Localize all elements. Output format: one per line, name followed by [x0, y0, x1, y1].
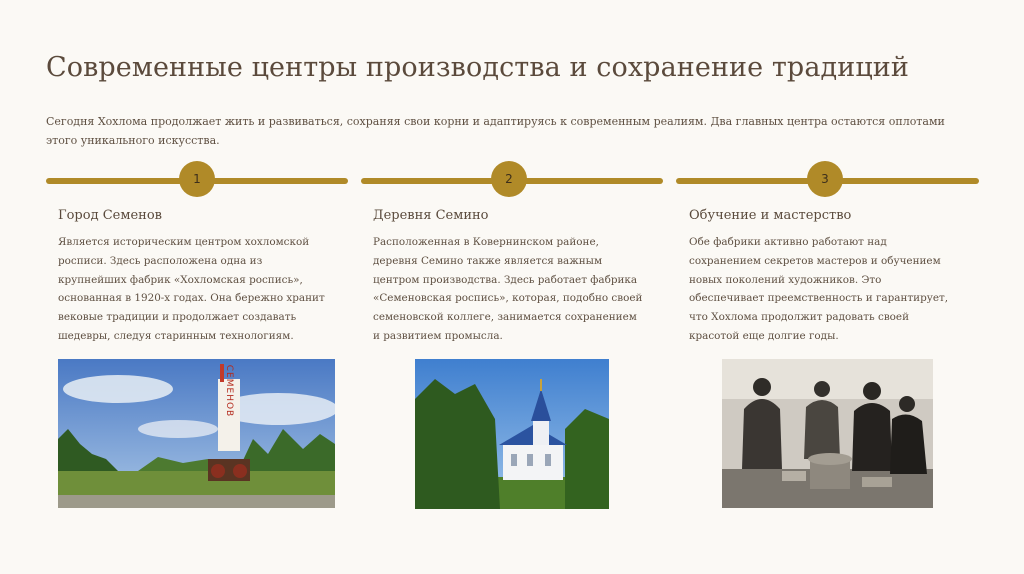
step-column — [689, 208, 959, 346]
step-title: Город Семенов — [58, 208, 162, 223]
semino-church-photo — [415, 359, 609, 509]
semenov-city-photo — [58, 359, 335, 508]
slide-title: Современные центры производства и сохранение традиций — [46, 52, 909, 83]
step-text: Обе фабрики активно работают над сохранением секретов мастеров и обучением новых поколений художников. Это обеспечивает преемственность и гарантирует, что Хохлома продолжит радовать своей красотой еще долгие годы. — [689, 236, 949, 342]
step-column — [58, 208, 328, 346]
step-number-badge: 2 — [491, 161, 527, 197]
step-title: Обучение и мастерство — [689, 208, 852, 223]
step-text: Расположенная в Ковернинском районе, деревня Семино также является важным центром производства. Здесь работает фабрика «Семеновская роспись», которая, подобно своей семеновской коллеге, занимается сохранением и развитием промысла. — [373, 236, 643, 342]
timeline — [0, 160, 1024, 200]
step-text: Является историческим центром хохломской росписи. Здесь расположена одна из крупнейших фабрик «Хохломская роспись», основанная в 1920-х годах. Она бережно хранит вековые традиции и продолжает создавать шедевры, следуя старинным технологиям. — [58, 236, 325, 342]
semenov-sign-letter: СЕМЕНОВ — [224, 364, 234, 418]
step-number-badge: 3 — [807, 161, 843, 197]
step-number-badge: 1 — [179, 161, 215, 197]
intro-paragraph: Сегодня Хохлома продолжает жить и развиваться, сохраняя свои корни и адаптируясь к современным реалиям. Два главных центра остаются оплотами этого уникального искусства. — [46, 115, 945, 147]
step-column — [373, 208, 643, 346]
step-title: Деревня Семино — [373, 208, 489, 223]
workshop-masters-photo — [722, 359, 933, 508]
